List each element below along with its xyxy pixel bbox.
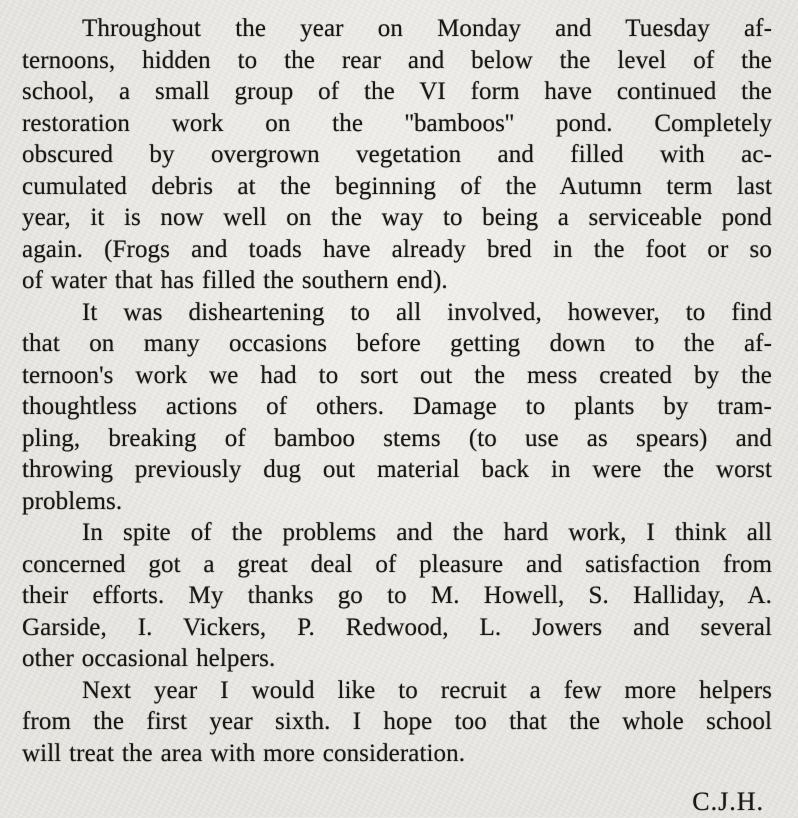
text-line: obscured by overgrown vegetation and filled with ac- (22, 141, 772, 168)
text-line: thoughtless actions of others. Damage to plants by tram- (22, 393, 772, 420)
text-line: In spite of the problems and the hard work, I think all (82, 519, 772, 546)
text-line: of water that has filled the southern end). (22, 267, 448, 294)
text-line: restoration work on the ''bamboos'' pond. Completely (22, 109, 772, 137)
text-line: that on many occasions before getting down to the af- (22, 330, 772, 357)
paragraph (22, 297, 772, 518)
text-line: ternoon's work we had to sort out the mess created by the (22, 361, 772, 389)
text-line: concerned got a great deal of pleasure and satisfaction from (22, 550, 772, 578)
text-line: from the first year sixth. I hope too that the whole school (22, 708, 772, 735)
text-line: cumulated debris at the beginning of the Autumn term last (22, 172, 772, 200)
text-line: will treat the area with more consideration. (22, 739, 466, 767)
text-line: other occasional helpers. (22, 645, 276, 672)
text-line: school, a small group of the VI form have continued the (22, 78, 772, 105)
text-line: again. (Frogs and toads have already bred in the foot or so (22, 235, 772, 263)
text-line: It was disheartening to all involved, however, to find (82, 298, 772, 326)
text-line: Garside, I. Vickers, P. Redwood, L. Jowers and several (22, 613, 772, 641)
paragraph (22, 675, 772, 770)
author-initials: C.J.H. (692, 787, 764, 816)
text-line: Next year I would like to recruit a few more helpers (82, 676, 772, 704)
text-line: their efforts. My thanks go to M. Howell, S. Halliday, A. (22, 582, 772, 609)
text-line: Throughout the year on Monday and Tuesday af- (82, 15, 772, 42)
text-line: problems. (22, 487, 123, 515)
text-line: ternoons, hidden to the rear and below the level of the (22, 46, 772, 74)
paragraph (22, 13, 772, 297)
paragraph (22, 517, 772, 675)
text-line: pling, breaking of bamboo stems (to use as spears) and (22, 424, 772, 452)
text-line: throwing previously dug out material back in were the worst (22, 456, 772, 483)
text-line: year, it is now well on the way to being a serviceable pond (22, 204, 772, 231)
